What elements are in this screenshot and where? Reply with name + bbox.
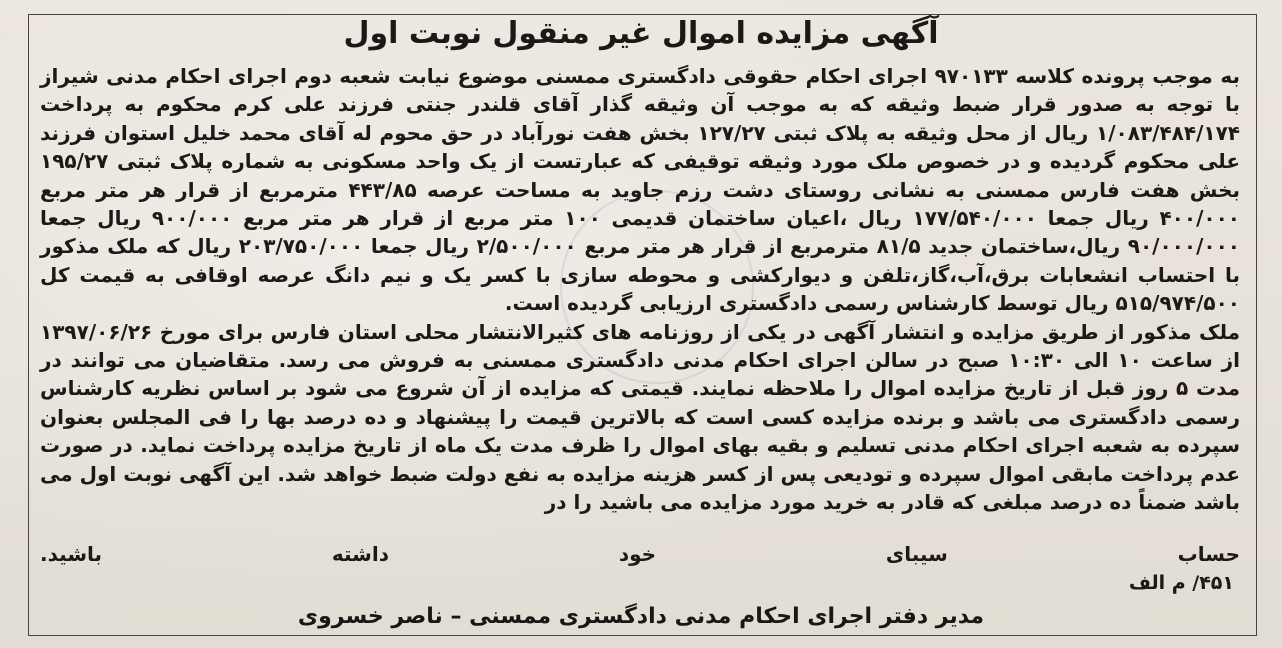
last-line-word: خود xyxy=(618,542,657,566)
last-line-word: حساب xyxy=(1177,542,1240,566)
notice-title: آگهی مزایده اموال غیر منقول نوبت اول xyxy=(343,16,939,51)
notice-paragraph-2: ملک مذکور از طریق مزایده و انتشار آگهی در یکی از روزنامه های کثیرالانتشار محلی استان فارس برای مورخ ۱۳۹۷/۰۶/۲۶ از ساعت ۱۰ الی ۱۰:۳۰ صبح در سالن اجرای احکام مدنی دادگستری ممسنی به فروش می رسد. متقاضیان می توانند در مدت ۵ روز قبل از تاریخ مزایده اموال را ملاحظه نمایند. قیمتی که مزایده از آن شروع می شود بر اساس نظریه کارشناس رسمی دادگستری می باشد و برنده مزایده کسی است که بالاترین قیمت را پیشنهاد و ده درصد بها را فی المجلس بعنوان سپرده به شعبه اجرای احکام مدنی تسلیم و بقیه بهای اموال را ظرف مدت یک ماه از تاریخ مزایده پرداخت نماید. در صورت عدم پرداخت مابقی اموال سپرده و تودیعی پس از کسر هزینه مزایده به نفع دولت ضبط خواهد شد. این آگهی نوبت اول می باشد ضمناً ده درصد مبلغی که قادر به خرید مورد مزایده می باشید را در xyxy=(40,319,1240,515)
notice-last-line xyxy=(40,540,1240,568)
notice-body xyxy=(40,62,1240,517)
notice-signature: مدیر دفتر اجرای احکام مدنی دادگستری ممسنی – ناصر خسروی xyxy=(297,604,985,629)
last-line-word: سیبای xyxy=(885,542,948,566)
last-line-word: باشید. xyxy=(40,542,103,566)
notice-reference-code: ۴۵۱/ م الف xyxy=(1128,572,1234,594)
last-line-word: داشته xyxy=(331,542,389,566)
notice-paragraph-1: به موجب پرونده کلاسه ۹۷۰۱۳۳ اجرای احکام حقوقی دادگستری ممسنی موضوع نیابت شعبه دوم اجرای احکام مدنی شیراز با توجه به صدور قرار ضبط وثیقه که به موجب آن وثیقه گذار آقای قلندر جنتی فرزند علی کرم محکوم به پرداخت ۱/۰۸۳/۴۸۴/۱۷۴ ریال از محل وثیقه به پلاک ثبتی ۱۲۷/۲۷ بخش هفت نورآباد در حق محوم له آقای محمد خلیل استوان فرزند علی محکوم گردیده و در خصوص ملک مورد وثیقه توقیفی که عبارتست از یک واحد مسکونی به شماره پلاک ثبتی ۱۹۵/۲۷ بخش هفت فارس ممسنی به نشانی روستای دشت رزم جاوید به مساحت عرصه ۴۴۳/۸۵ مترمربع از قرار هر متر مربع ۴۰۰/۰۰۰ ریال جمعا ۱۷۷/۵۴۰/۰۰۰ ریال ،اعیان ساختمان قدیمی ۱۰۰ متر مربع از قرار هر متر مربع ۹۰۰/۰۰۰ ریال جمعا ۹۰/۰۰۰/۰۰۰ ریال،ساختمان جدید ۸۱/۵ مترمربع از قرار هر متر مربع ۲/۵۰۰/۰۰۰ ریال جمعا ۲۰۳/۷۵۰/۰۰۰ ریال که ملک مذکور با احتساب انشعابات برق،آب،گاز،تلفن و دیوارکشی و محوطه سازی با کسر یک و نیم دانگ عرصه اوقافی به قیمت کل ۵۱۵/۹۷۴/۵۰۰ ریال توسط کارشناس رسمی دادگستری ارزیابی گردیده است. xyxy=(40,64,1241,316)
